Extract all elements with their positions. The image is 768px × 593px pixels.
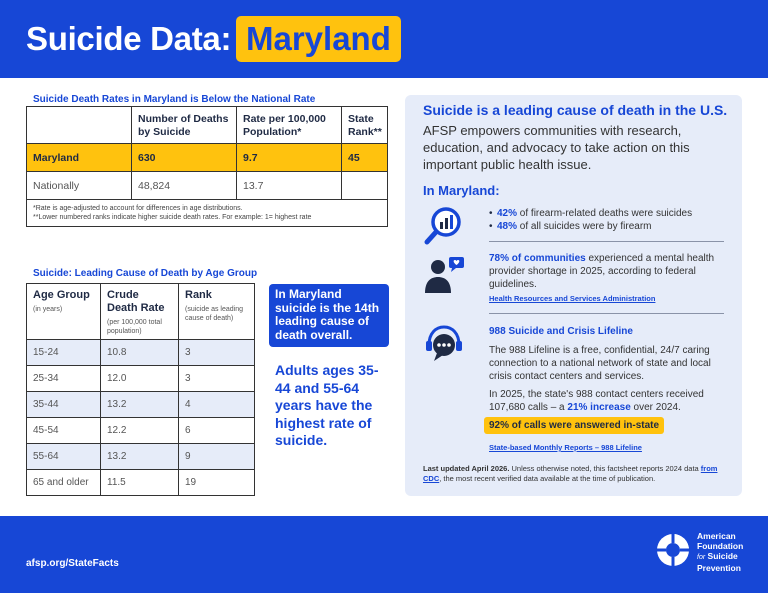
- highest-rate-statement: Adults ages 35-44 and 55-64 years have the highest rate of suicide.: [275, 362, 379, 448]
- list-item: [489, 207, 692, 220]
- list-item: [489, 220, 692, 233]
- updated-date: Last updated April 2026.: [423, 464, 510, 473]
- panel-title: Suicide is a leading cause of death in the U.S.: [423, 102, 728, 118]
- bullet-text: of firearm-related deaths were suicides: [517, 208, 693, 219]
- table-cell: 3: [185, 347, 191, 358]
- provider-shortage-text: [489, 252, 719, 291]
- table-cell: 4: [185, 399, 191, 410]
- section-divider: [489, 313, 724, 314]
- table-header-cell: Rate per 100,000 Population*: [237, 107, 342, 143]
- page-footer: [0, 516, 768, 593]
- person-chat-icon: [423, 255, 465, 297]
- table-cell: 9: [185, 451, 191, 462]
- section-divider: [489, 241, 724, 242]
- table-cell: 11.5: [101, 470, 179, 496]
- footnote-rank: **Lower numbered ranks indicate higher suicide death rates. For example: 1= highest rate: [33, 214, 312, 221]
- org-line: Foundation: [697, 541, 744, 551]
- table-header-cell: Number of Deaths by Suicide: [132, 107, 237, 143]
- bullet-stat: 48%: [497, 221, 518, 232]
- table-header-cell: [27, 284, 101, 339]
- provider-stat: 78% of communities: [489, 253, 586, 264]
- table-cell: 9.7: [237, 144, 342, 171]
- table-cell: Maryland: [27, 144, 132, 171]
- death-rates-caption: Suicide Death Rates in Maryland is Below the National Rate: [33, 94, 316, 105]
- bullet-text: of all suicides were by firearm: [517, 221, 652, 232]
- calls-text-b: over 2024.: [630, 402, 681, 413]
- table-row: [27, 366, 254, 392]
- age-group-caption: Suicide: Leading Cause of Death by Age Group: [33, 268, 258, 279]
- header-sub: (suicide as leading cause of death): [185, 306, 243, 322]
- table-cell: 35-44: [27, 392, 101, 417]
- table-cell: 48,824: [132, 172, 237, 199]
- page-header: [0, 0, 768, 78]
- lifeline-description: The 988 Lifeline is a free, confidential, 24/7 caring connection to a national network of state and local crisis contact centers and services.: [489, 345, 711, 382]
- table-header-cell: [101, 284, 179, 339]
- last-updated-note: [423, 464, 729, 484]
- footnote-rate: *Rate is age-adjusted to account for differences in age distributions.: [33, 205, 243, 212]
- state-name-badge: Maryland: [236, 16, 401, 62]
- table-cell: 13.2: [101, 392, 179, 417]
- calls-increase: 21% increase: [567, 402, 631, 413]
- table-row: [27, 444, 254, 470]
- org-line: [697, 551, 743, 563]
- table-cell: 12.0: [101, 366, 179, 391]
- cdc-source-link[interactable]: from CDC: [423, 464, 718, 483]
- table-cell: 630: [132, 144, 237, 171]
- table-row-maryland: [27, 144, 387, 172]
- org-for: for: [697, 554, 706, 561]
- panel-subhead: In Maryland:: [423, 183, 500, 198]
- lifeline-title: 988 Suicide and Crisis Lifeline: [489, 326, 633, 337]
- leading-cause-callout: In Maryland suicide is the 14th leading cause of death overall.: [269, 284, 389, 347]
- info-panel: [405, 95, 742, 496]
- maryland-bullets: [489, 207, 692, 233]
- org-line: American: [697, 531, 736, 541]
- table-header-cell: State Rank**: [348, 113, 382, 138]
- table-row: [27, 418, 254, 444]
- bullet-stat: 42%: [497, 208, 518, 219]
- updated-text-b: , the most recent verified data available at the time of publication.: [439, 474, 656, 483]
- footer-url-link[interactable]: afsp.org/StateFacts: [26, 558, 119, 569]
- org-name: [697, 531, 743, 573]
- table-cell: Nationally: [27, 172, 132, 199]
- magnifier-chart-icon: [423, 205, 465, 247]
- table-cell: 12.2: [101, 418, 179, 443]
- table-header-cell: [179, 284, 254, 339]
- header-sub: (per 100,000 total population): [107, 319, 162, 335]
- header-main: Age Group: [33, 289, 90, 301]
- lifeline-reports-link[interactable]: State-based Monthly Reports – 988 Lifeline: [489, 443, 642, 452]
- page-title: Suicide Data:: [26, 20, 232, 57]
- table-cell: [342, 172, 387, 199]
- death-rates-table: [26, 106, 388, 227]
- calls-text-a: In 2025, the state's 988 contact centers received 107,680 calls – a: [489, 389, 704, 413]
- table-cell: 45-54: [27, 418, 101, 443]
- table-cell: 45: [348, 152, 360, 164]
- table-cell: 15-24: [27, 340, 101, 365]
- table-cell: 55-64: [27, 444, 101, 469]
- table-cell: 65 and older: [27, 470, 101, 496]
- lifeline-calls-text: [489, 388, 729, 414]
- org-word: Suicide: [707, 551, 738, 561]
- age-group-table: [26, 283, 255, 496]
- table-cell: 10.8: [101, 340, 179, 365]
- table-row: [27, 340, 254, 366]
- table-cell: 25-34: [27, 366, 101, 391]
- table-row-national: [27, 172, 387, 200]
- table-cell: 3: [185, 373, 191, 384]
- header-sub: (in years): [33, 306, 63, 313]
- table-footnotes: [33, 204, 311, 222]
- panel-lead: AFSP empowers communities with research, education, and advocacy to take action on this important public health issue.: [423, 123, 690, 172]
- table-cell: 13.7: [237, 172, 342, 199]
- provider-desc: experienced a mental health provider shortage in 2025, according to federal guidelines.: [489, 253, 715, 290]
- table-cell: 6: [185, 425, 191, 436]
- header-main: Crude Death Rate: [107, 289, 165, 314]
- org-line: Prevention: [697, 563, 741, 573]
- table-header-row: [27, 107, 387, 144]
- table-row: [27, 392, 254, 418]
- table-cell: 13.2: [101, 444, 179, 469]
- table-cell: 19: [185, 477, 197, 488]
- table-header-cell: [27, 107, 132, 143]
- in-state-badge: 92% of calls were answered in-state: [484, 417, 664, 434]
- updated-text-a: Unless otherwise noted, this factsheet reports 2024 data: [509, 464, 701, 473]
- headset-chat-icon: [423, 323, 465, 365]
- lifesaver-logo-icon: [655, 532, 691, 568]
- header-main: Rank: [185, 289, 212, 301]
- table-row: [27, 470, 254, 496]
- table-header-row: [27, 284, 254, 340]
- hrsa-source-link[interactable]: Health Resources and Services Administration: [489, 294, 656, 303]
